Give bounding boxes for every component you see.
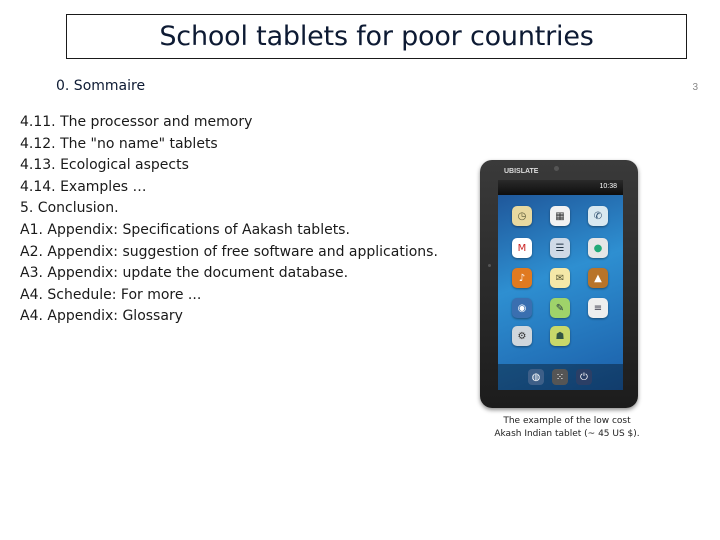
- phone-icon: ✆: [588, 206, 608, 226]
- caption-line: The example of the low cost: [503, 416, 631, 426]
- section-heading: 0. Sommaire: [56, 78, 146, 94]
- gmail-icon: M: [512, 238, 532, 258]
- power-icon: ⏻: [576, 369, 592, 385]
- toc-item: A1. Appendix: Specifications of Aakash tablets.: [20, 221, 350, 238]
- tablet-brand: UBISLATE: [504, 168, 539, 175]
- grid-icon: ⁙: [552, 369, 568, 385]
- settings-icon: ⚙: [512, 326, 532, 346]
- calendar-icon: ▦: [550, 206, 570, 226]
- tablet-image: [480, 160, 638, 408]
- gallery-icon: ▲: [588, 268, 608, 288]
- toc-item: A4. Schedule: For more ...: [20, 286, 202, 303]
- music-icon: ♪: [512, 268, 532, 288]
- notes-icon: ≡: [588, 298, 608, 318]
- tablet-screen: [498, 180, 623, 390]
- slide-title: School tablets for poor countries: [159, 21, 594, 52]
- toc-item: 5. Conclusion.: [20, 200, 119, 217]
- toc-item: A2. Appendix: suggestion of free software and applications.: [20, 243, 438, 260]
- side-button-icon: [488, 264, 491, 267]
- android-icon: ☗: [550, 326, 570, 346]
- page-number: 3: [692, 82, 698, 93]
- messaging-icon: ✉: [550, 268, 570, 288]
- chat-icon: ●: [588, 238, 608, 258]
- status-clock: 10:38: [599, 183, 617, 190]
- title-box: [66, 14, 687, 59]
- caption-line: Akash Indian tablet (~ 45 US $).: [494, 429, 640, 439]
- status-bar: [498, 180, 623, 195]
- talk-icon: ✎: [550, 298, 570, 318]
- browser-icon: ◉: [512, 298, 532, 318]
- clock-icon: ◷: [512, 206, 532, 226]
- toc-item: 4.12. The "no name" tablets: [20, 135, 218, 152]
- table-of-contents: [20, 112, 438, 328]
- toc-item: 4.14. Examples …: [20, 178, 147, 195]
- dock: [498, 364, 623, 390]
- globe-icon: ◍: [528, 369, 544, 385]
- toc-item: 4.11. The processor and memory: [20, 114, 253, 130]
- toc-item: A4. Appendix: Glossary: [20, 308, 183, 325]
- toc-item: 4.13. Ecological aspects: [20, 157, 189, 174]
- contacts-icon: ☰: [550, 238, 570, 258]
- figure-caption: [478, 415, 656, 441]
- toc-item: A3. Appendix: update the document database.: [20, 265, 349, 282]
- camera-icon: [554, 166, 559, 171]
